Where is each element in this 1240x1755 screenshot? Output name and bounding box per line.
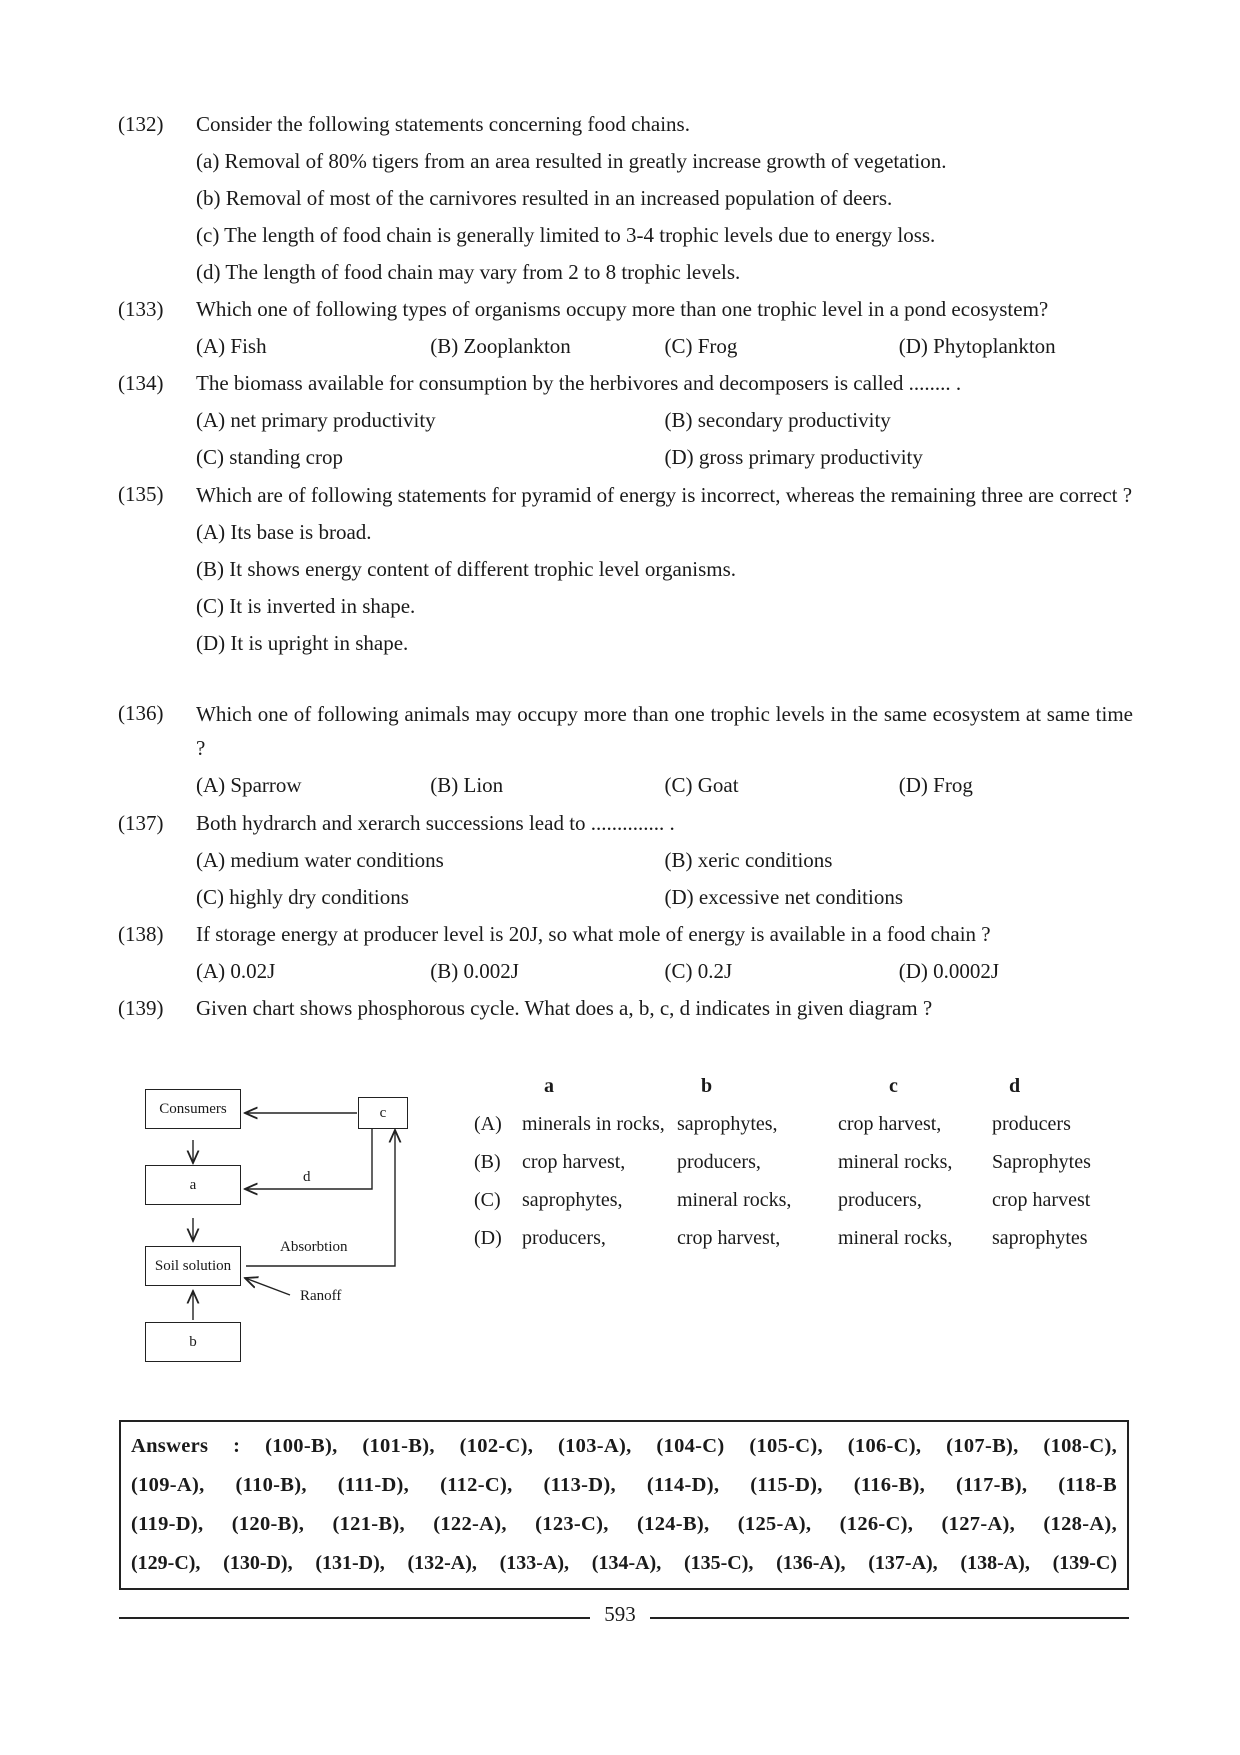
question-text: The biomass available for consumption by the herbivores and decomposers is called ........ .: [196, 371, 962, 395]
question-text: Which are of following statements for pyramid of energy is incorrect, whereas the remaining three are correct ?: [196, 483, 1133, 507]
footer-rule-left: [119, 1617, 590, 1619]
question-number: (135): [118, 482, 164, 506]
option-a: (A) Sparrow: [196, 773, 302, 797]
phosphorus-cycle-diagram: [140, 1085, 430, 1375]
cell-c: producers,: [838, 1189, 922, 1211]
a-box: a: [145, 1165, 241, 1205]
answers-line: Answers : (100-B), (101-B), (102-C), (103-A), (104-C) (105-C), (106-C), (107-B), (108-C),: [131, 1435, 1117, 1457]
option-d: (D) It is upright in shape.: [196, 631, 409, 655]
cell-a: saprophytes,: [522, 1189, 623, 1211]
option-b: (B) secondary productivity: [664, 408, 891, 432]
b-box: b: [145, 1322, 241, 1362]
cell-c: mineral rocks,: [838, 1151, 953, 1173]
header-d: d: [1009, 1075, 1021, 1097]
statement-b: (b) Removal of most of the carnivores resulted in an increased population of deers.: [196, 186, 893, 210]
option-b: (B) Lion: [430, 773, 504, 797]
option-d: (D) 0.0002J: [898, 959, 1000, 983]
question-text: If storage energy at producer level is 20J, so what mole of energy is available in a food chain ?: [196, 922, 991, 946]
options-row-1: [196, 842, 1133, 879]
statement-d: (d) The length of food chain may vary from 2 to 8 trophic levels.: [196, 260, 741, 284]
answers-line: (129-C), (130-D), (131-D), (132-A), (133-A), (134-A), (135-C), (136-A), (137-A), (138-A), (139-C): [131, 1552, 1117, 1574]
option-d: (D) excessive net conditions: [664, 885, 904, 909]
question-138: [118, 916, 1133, 990]
cell-b: crop harvest,: [677, 1227, 781, 1249]
option-a: (A) 0.02J: [196, 959, 276, 983]
cell-a: minerals in rocks,: [522, 1113, 665, 1135]
option-d: (D) gross primary productivity: [664, 445, 923, 469]
option-b: (B) Zooplankton: [430, 334, 571, 358]
question-139: [118, 990, 1133, 1027]
question-number: (137): [118, 811, 164, 835]
option-b: (B) 0.002J: [430, 959, 519, 983]
cell-a: crop harvest,: [522, 1151, 626, 1173]
question-132: [118, 106, 1133, 291]
row-label: (B): [474, 1151, 501, 1173]
question-134: [118, 365, 1133, 476]
cell-d: crop harvest: [992, 1189, 1091, 1211]
header-c: c: [889, 1075, 898, 1097]
question-number: (136): [118, 701, 164, 725]
question-137: [118, 805, 1133, 916]
option-b: (B) xeric conditions: [664, 848, 833, 872]
options-row-2: [196, 879, 1133, 916]
soil-solution-box: Soil solution: [145, 1246, 241, 1286]
question-135: [118, 476, 1133, 662]
option-c: (C) Goat: [664, 773, 739, 797]
option-d: (D) Frog: [898, 773, 973, 797]
cell-b: producers,: [677, 1151, 761, 1173]
option-a: (A) Its base is broad.: [196, 520, 372, 544]
cell-d: Saprophytes: [992, 1151, 1091, 1173]
option-c: (C) highly dry conditions: [196, 885, 409, 909]
statement-c: (c) The length of food chain is generally limited to 3-4 trophic levels due to energy loss.: [196, 223, 936, 247]
option-c: (C) 0.2J: [664, 959, 733, 983]
arrow-ranoff: [245, 1278, 290, 1295]
question-number: (132): [118, 112, 164, 136]
answers-box: [119, 1420, 1129, 1590]
option-d: (D) Phytoplankton: [898, 334, 1056, 358]
options-row-2: [196, 439, 1133, 476]
option-c: (C) It is inverted in shape.: [196, 594, 416, 618]
options: [196, 767, 1133, 804]
options-row-1: [196, 402, 1133, 439]
cell-c: crop harvest,: [838, 1113, 942, 1135]
d-label: d: [303, 1169, 311, 1185]
option-b: (B) It shows energy content of different trophic level organisms.: [196, 557, 737, 581]
row-label: (A): [474, 1113, 502, 1135]
options: [196, 328, 1133, 365]
statement-a: (a) Removal of 80% tigers from an area resulted in greatly increase growth of vegetation.: [196, 149, 947, 173]
option-c: (C) standing crop: [196, 445, 343, 469]
absorbtion-label: Absorbtion: [280, 1239, 348, 1255]
option-c: (C) Frog: [664, 334, 738, 358]
question-text: Which one of following animals may occupy more than one trophic levels in the same ecosystem at same time ?: [196, 702, 1133, 760]
question-133: [118, 291, 1133, 365]
question-number: (134): [118, 371, 164, 395]
header-b: b: [701, 1075, 713, 1097]
cell-a: producers,: [522, 1227, 606, 1249]
question-text: Both hydrarch and xerarch successions lead to .............. .: [196, 811, 675, 835]
option-a: (A) net primary productivity: [196, 408, 436, 432]
question-text: Which one of following types of organisms occupy more than one trophic level in a pond ecosystem?: [196, 297, 1049, 321]
ranoff-label: Ranoff: [300, 1288, 342, 1304]
question-text: Consider the following statements concerning food chains.: [196, 112, 690, 136]
option-a: (A) medium water conditions: [196, 848, 444, 872]
question-136: [118, 695, 1133, 804]
header-a: a: [544, 1075, 554, 1097]
cell-b: saprophytes,: [677, 1113, 778, 1135]
cell-d: saprophytes: [992, 1227, 1088, 1249]
question-number: (138): [118, 922, 164, 946]
answers-line: (119-D), (120-B), (121-B), (122-A), (123-C), (124-B), (125-A), (126-C), (127-A), (128-A),: [131, 1513, 1117, 1535]
cell-c: mineral rocks,: [838, 1227, 953, 1249]
question-number: (139): [118, 996, 164, 1020]
question-number: (133): [118, 297, 164, 321]
question-text: Given chart shows phosphorous cycle. What does a, b, c, d indicates in given diagram ?: [196, 996, 933, 1020]
options: [196, 953, 1133, 990]
consumers-box: Consumers: [145, 1089, 241, 1129]
cell-b: mineral rocks,: [677, 1189, 792, 1211]
footer-rule-right: [650, 1617, 1129, 1619]
cell-d: producers: [992, 1113, 1071, 1135]
row-label: (D): [474, 1227, 502, 1249]
row-label: (C): [474, 1189, 501, 1211]
page-number: 593: [604, 1602, 636, 1626]
answers-line: (109-A), (110-B), (111-D), (112-C), (113-D), (114-D), (115-D), (116-B), (117-B), (118-B: [131, 1474, 1117, 1496]
c-box: c: [358, 1097, 408, 1129]
option-a: (A) Fish: [196, 334, 267, 358]
